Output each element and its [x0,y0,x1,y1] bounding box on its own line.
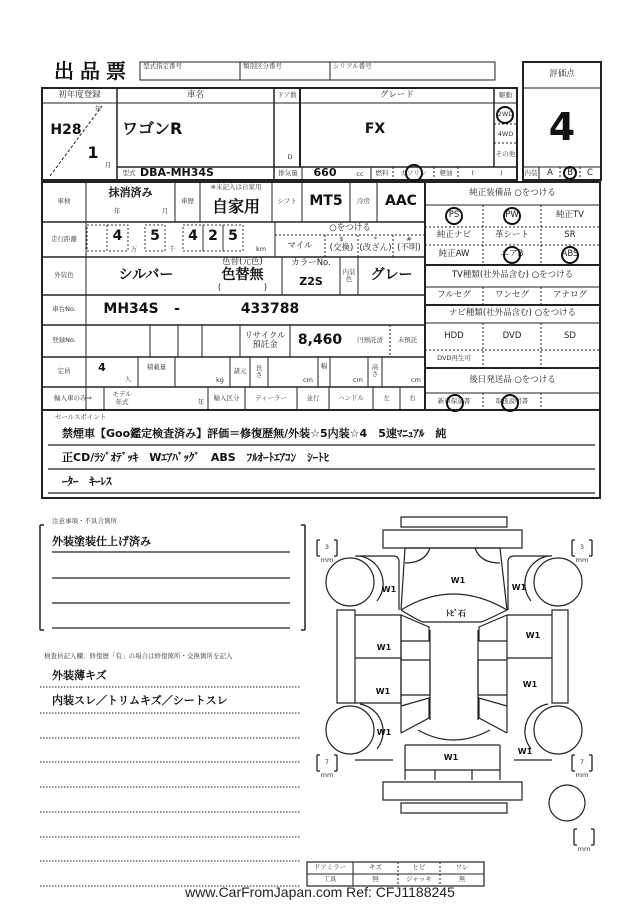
mirror-table-cell: キズ [369,863,382,872]
diesel-label: 軽油 [439,168,453,177]
mileage-option: (改ざん) [359,243,392,254]
exterior-color-value: シルバー [118,267,174,284]
doors-unit: D [287,153,293,162]
inspector-line: 外装薄キズ [52,668,107,682]
first-reg-label: 初年度登録 [58,89,101,100]
ac-label: 冷房 [357,197,370,206]
history-label: 車歴 [181,197,194,206]
fuel-selected-circle [405,164,423,182]
ac-value: AAC [385,193,417,210]
tread-front-left: 3 [324,543,330,552]
drive-other: その他 [495,150,516,159]
tread-front-right: 3 [579,543,585,552]
mirror-table-cell: ワレ [455,863,469,872]
recycle-unpaid: 未預託 [397,336,418,345]
mileage-option: (不明) [397,243,421,254]
inspector-line: 内装スレ／トリムキズ／シートスレ [52,693,228,707]
tread-rear-right: 7 [579,758,585,767]
import-label: 輸入車のみ⇒ [54,393,92,402]
mileage-symbol: $ [339,234,344,243]
interior-grade-b: B [567,167,573,178]
drive-2wd: 2WD [497,110,514,119]
equipment-circle-pw [503,207,521,225]
note-line: 外装塗装仕上げ済み [52,534,151,548]
inspection-year-unit: 年 [113,207,121,216]
displacement-value: 660 [313,166,337,180]
equipment-item: 革シート [494,230,529,241]
shift-value: MT5 [309,193,343,210]
fuel-gasoline: ガソリン [400,168,427,177]
interior-color-label: 内装 色 [342,267,356,283]
color-change-label: 色替(元色) [222,257,263,268]
mirror-table-cell: ジャッキ [406,875,432,884]
handle-left: 左 [383,393,390,402]
km-unit: km [255,245,267,254]
mileage-digit: 4 [112,228,123,245]
mirror-table-cell: 無 [458,875,466,884]
equipment-circle-abs [561,246,579,264]
first-reg-year: H28 [50,122,82,139]
mileage-symbol: # [406,234,412,243]
length-cm: cm [303,376,313,385]
notes-label: 注意事項・不具合箇所 [52,516,117,525]
length-label: 長 さ [255,363,263,379]
navi-item: DVD [502,330,522,341]
mm-unit: mm [320,556,334,565]
interior-grade-a: A [547,167,553,178]
displacement-unit: cc [356,169,364,178]
history-value: 自家用 [211,197,260,217]
capacity-value: 4 [98,360,106,374]
color-change-value: 色替無 [221,267,264,284]
sales-points-label: セールスポイント [55,412,107,421]
mm-unit: mm [575,556,589,565]
doors-label: ドア数 [277,90,297,99]
mirror-table-cell: ヒビ [412,863,426,872]
mm-unit: mm [575,771,589,780]
serial-label: シリアル番号 [333,62,372,71]
man-unit: 万 [130,245,138,254]
mileage-digit: 5 [228,228,238,245]
color-change-paren: ( ) [217,283,268,294]
damage-mark: W1 [511,582,527,592]
drive-selected-circle [496,106,514,124]
history-note: ※未記入は自家用 [210,183,262,192]
damage-mark: W1 [376,727,392,737]
model-cert-label: 型式指定番号 [143,62,182,71]
mileage-option-mile: マイル [287,241,313,252]
equipment-header: 純正装備品 ○をつける [469,187,556,198]
damage-mark: W1 [522,679,538,689]
category-label: 類別区分番号 [243,62,282,71]
model-value: DBA-MH34S [140,166,214,180]
chassis-label: 車台No. [52,305,76,314]
exterior-color-label: 外装色 [54,271,74,280]
handle-right: 右 [409,393,416,402]
later-header: 後日発送品 ○をつける [469,374,556,385]
damage-mark: W1 [450,575,466,585]
tv-header: TV種類(社外品含む) ○をつける [451,270,574,281]
score-value: 4 [548,104,576,149]
later-circle-manual [501,394,519,412]
tv-item: フルセグ [437,290,471,301]
load-unit: kg [216,375,224,384]
damage-mark: W1 [376,642,392,652]
navi-item: HDD [444,330,464,341]
color-no-label: カラーNo. [291,257,331,268]
diesel-paren: ( ) [471,168,503,177]
damage-mark: W1 [381,584,397,594]
shift-label: シフト [277,197,297,206]
mm-unit: mm [320,771,334,780]
sales-point-line: ｰﾀｰ ｷｰﾚｽ [62,474,112,488]
later-item-manual: 取扱説明書 [495,396,529,405]
mileage-digit: 5 [150,228,160,245]
equipment-item: 純正ナビ [436,230,471,241]
equipment-circle-airbag [503,246,521,264]
chassis-number: 433788 [240,301,300,318]
watermark-text: www.CarFromJapan.com Ref: CFJ1188245 [185,884,455,901]
damage-mark: ﾄﾋﾞ石 [446,608,466,618]
load-label: 積載量 [146,363,167,372]
inspector-label: 検査員記入欄：修復歴「有」の場合は修復箇所・交換箇所を記入 [44,651,233,660]
form-title: 出品票 [54,59,132,83]
later-circle-warranty [446,394,464,412]
mileage-label: 走行距離 [51,234,77,243]
width-cm: cm [353,376,363,385]
capacity-unit: 人 [124,375,132,384]
car-name-label: 車名 [186,89,204,100]
height-cm: cm [411,376,421,385]
sales-point-line: 正CD/ﾗｼﾞｵﾃﾞｯｷ Wｴｱﾊﾞｯｸﾞ ABS ﾌﾙｵｰﾄｴｱｺﾝ ｼｰﾄﾋ [62,450,330,464]
inspection-value: 抹消済み [108,185,153,199]
parallel-label: 並行 [306,393,320,402]
equipment-item: SR [564,230,576,241]
mirror-table-cell: 無 [372,875,379,884]
navi-item-dvd-playback: DVD再生可 [437,354,471,363]
score-label: 評価点 [549,69,575,80]
equipment-item: 純正AW [438,249,470,260]
mirror-table-cell: 工具 [323,875,337,884]
car-name: ワゴンR [122,119,183,139]
width-label: 幅 [320,362,328,371]
displacement-label: 排気量 [278,168,298,177]
damage-mark: W1 [517,746,533,756]
color-no-value: Z2S [299,274,323,288]
equipment-circle-ps [445,207,463,225]
equipment-item: PW [505,210,519,221]
drive-label: 駆動 [499,90,512,99]
mm-unit: mm [577,845,591,854]
mileage-mark-header: ○をつける [329,222,371,233]
fuel-label: 燃料 [375,168,389,177]
equipment-item: ABS [561,249,579,260]
mirror-table-cell: ドアミラー [313,863,347,872]
interior-color-value: グレー [370,267,413,284]
equipment-item: 純正TV [555,210,584,221]
navi-header: ナビ種類(社外品含む) ○をつける [448,308,577,319]
interior-grade-selected-circle [563,166,577,180]
chassis-dash: - [174,301,180,318]
equipment-item: エアB [500,249,524,260]
sen-unit: 千 [168,245,176,254]
grade-value: FX [364,121,386,138]
dealer-label: ディーラー [255,393,287,402]
handle-label: ハンドル [338,393,364,402]
chassis-prefix: MH34S [103,301,159,318]
damage-mark: W1 [443,752,459,762]
car-body-diagram [326,517,585,821]
mileage-option: (交換) [329,243,354,254]
tread-spare [574,829,594,845]
registration-label: 登録No. [52,336,76,345]
equipment-item: PS [448,210,460,221]
navi-item: SD [564,330,576,341]
recycle-paid: 円預託済 [357,336,383,345]
import-type-label: 輸入区分 [213,393,240,402]
tv-item: アナログ [552,290,587,301]
mileage-digit: 2 [208,228,218,245]
tread-rear-left: 7 [324,758,330,767]
grade-label: グレード [379,89,414,100]
inspection-month-unit: 月 [161,207,169,216]
interior-grade-c: C [587,167,593,178]
spec-label: 諸元 [233,367,247,376]
model-label: 型式 [122,168,136,177]
first-reg-month: 1 [87,143,99,163]
mileage-symbol: * [373,234,378,243]
damage-mark: W1 [375,686,391,696]
inspection-label: 車検 [57,197,71,206]
height-label: 高 さ [371,362,379,378]
capacity-label: 定員 [57,367,71,376]
damage-mark: W1 [525,630,541,640]
later-item-warranty: 新車保証書 [437,396,471,405]
model-year-label: モデル 年式 [112,390,132,406]
interior-grade-label: 内装 [524,168,538,177]
recycle-value: 8,460 [297,332,343,349]
recycle-label: リサイクル 預託金 [244,330,286,350]
year-unit: 年 [94,105,102,114]
model-year-unit: 年 [197,398,205,407]
mileage-digit: 4 [188,228,198,245]
drive-4wd: 4WD [497,129,514,138]
tv-item: ワンセグ [494,290,529,301]
month-unit: 月 [104,161,112,170]
sales-point-line: 禁煙車【Goo鑑定検査済み】評価＝修復歴無/外装☆5内装☆4 5速ﾏﾆｭｱﾙ 純 [62,426,447,440]
